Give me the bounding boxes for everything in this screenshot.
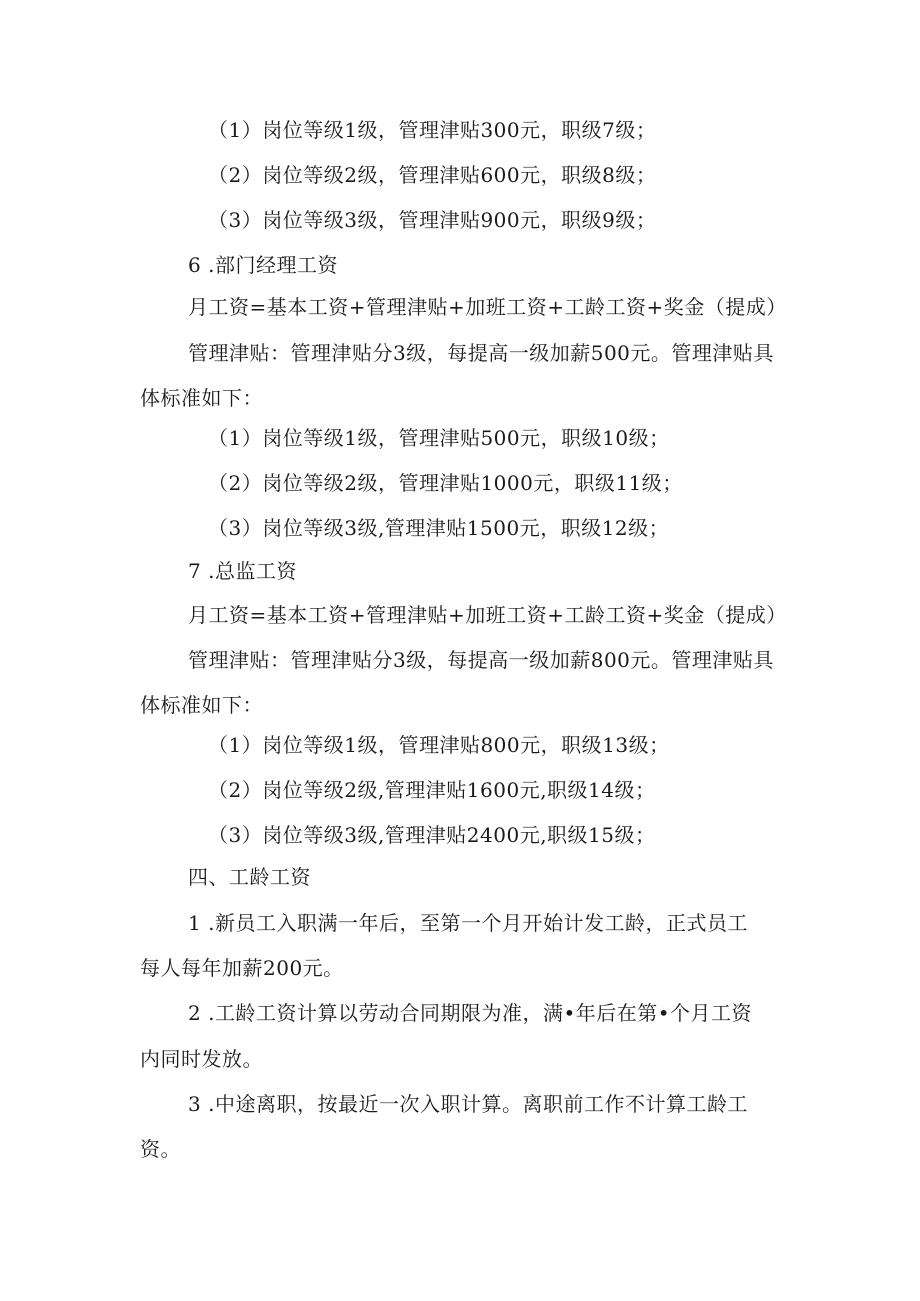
list-item: （2）岗位等级2级，管理津贴600元，职级8级； bbox=[208, 163, 657, 187]
paragraph: 3 .中途离职，按最近一次入职计算。离职前工作不计算工龄工 bbox=[188, 1092, 748, 1116]
list-item: （2）岗位等级2级，管理津贴1000元，职级11级； bbox=[208, 471, 683, 495]
list-item: （3）岗位等级3级,管理津贴1500元，职级12级； bbox=[208, 516, 670, 540]
list-item: （1）岗位等级1级，管理津贴300元，职级7级； bbox=[208, 118, 657, 142]
allowance-paragraph: 管理津贴：管理津贴分3级，每提高一级加薪500元。管理津贴具 bbox=[188, 341, 774, 365]
list-item: （1）岗位等级1级，管理津贴800元，职级13级； bbox=[208, 733, 670, 757]
list-item: （2）岗位等级2级,管理津贴1600元,职级14级； bbox=[208, 778, 656, 802]
paragraph: 1 .新员工入职满一年后，至第一个月开始计发工龄，正式员工 bbox=[188, 911, 748, 935]
paragraph: 2 .工龄工资计算以劳动合同期限为准，满•年后在第•个月工资 bbox=[188, 1001, 753, 1025]
section-heading: 四、工龄工资 bbox=[188, 865, 311, 889]
allowance-paragraph-cont: 体标准如下： bbox=[140, 693, 263, 717]
allowance-paragraph-cont: 体标准如下： bbox=[140, 386, 263, 410]
list-item: （3）岗位等级3级，管理津贴900元，职级9级； bbox=[208, 208, 657, 232]
paragraph-cont: 每人每年加薪200元。 bbox=[140, 956, 344, 980]
salary-formula: 月工资=基本工资+管理津贴+加班工资+工龄工资+奖金（提成） bbox=[188, 295, 787, 319]
paragraph-cont: 资。 bbox=[140, 1137, 181, 1161]
salary-formula: 月工资=基本工资+管理津贴+加班工资+工龄工资+奖金（提成） bbox=[188, 603, 787, 627]
list-item: （3）岗位等级3级,管理津贴2400元,职级15级； bbox=[208, 823, 656, 847]
allowance-paragraph: 管理津贴：管理津贴分3级，每提高一级加薪800元。管理津贴具 bbox=[188, 648, 774, 672]
list-item: （1）岗位等级1级，管理津贴500元，职级10级； bbox=[208, 426, 670, 450]
paragraph-cont: 内同时发放。 bbox=[140, 1047, 263, 1071]
section-heading: 7 .总监工资 bbox=[188, 559, 297, 583]
section-heading: 6 .部门经理工资 bbox=[188, 253, 338, 277]
